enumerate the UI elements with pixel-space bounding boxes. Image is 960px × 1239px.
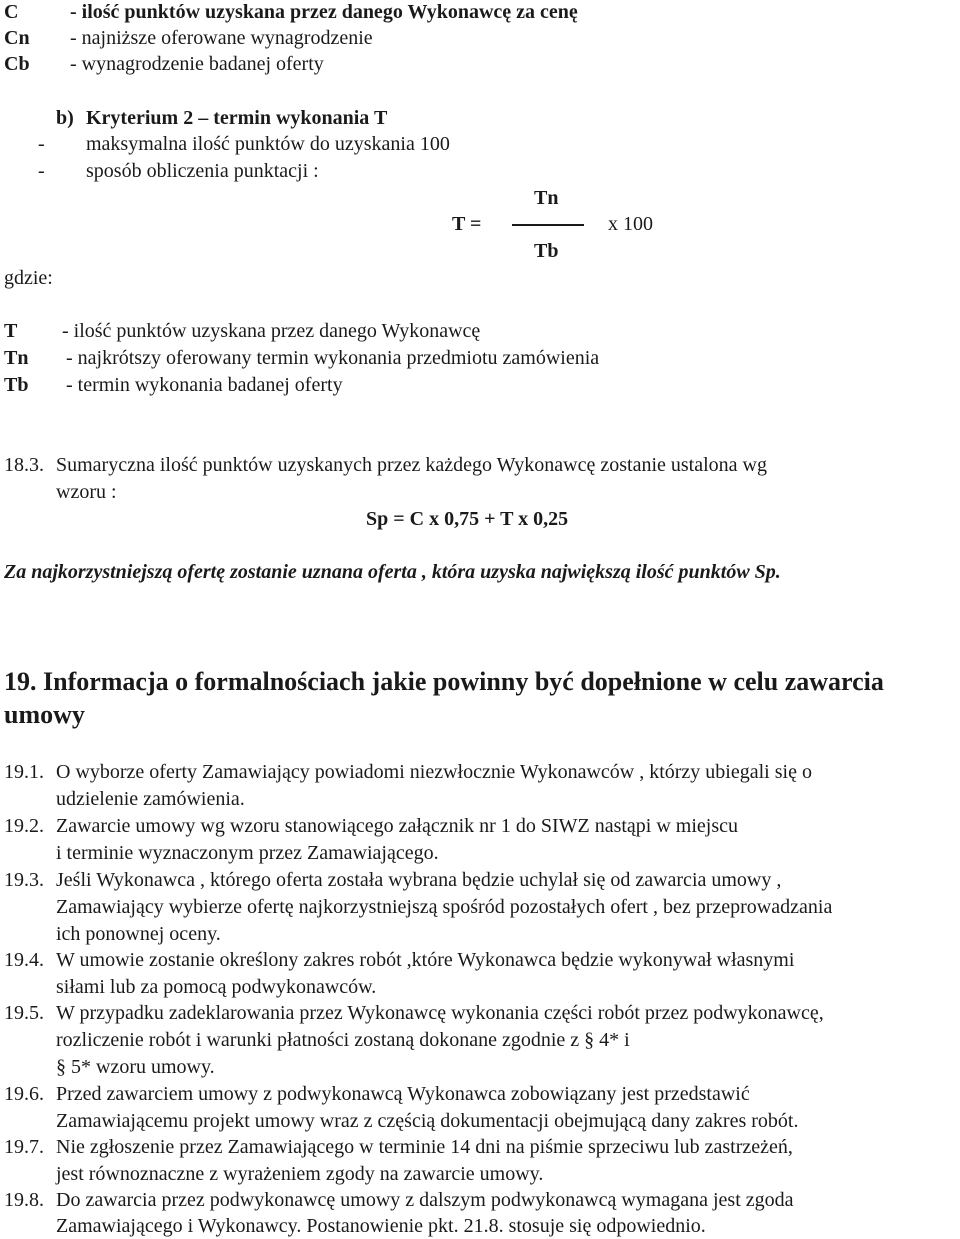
def-description: - najkrótszy oferowany termin wykonania przedmiotu zamówienia [66, 347, 600, 369]
def-symbol: C [4, 1, 19, 23]
sum-formula: Sp = C x 0,75 + T x 0,25 [366, 508, 569, 530]
item-number: 19.7. [4, 1136, 44, 1158]
item-text: ich ponownej oceny. [56, 923, 221, 945]
criterion-heading: Kryterium 2 – termin wykonania T [86, 107, 388, 129]
item-text: § 5* wzoru umowy. [56, 1056, 215, 1078]
item-text: siłami lub za pomocą podwykonawców. [56, 976, 377, 998]
item-text: Zamawiającemu projekt umowy wraz z częścią dokumentacji obejmującą dany zakres robót. [56, 1110, 799, 1132]
def-description: - ilość punktów uzyskana przez danego Wykonawcę [62, 320, 481, 342]
bullet-text: maksymalna ilość punktów do uzyskania 100 [86, 133, 450, 155]
formula-numerator: Tn [534, 187, 559, 209]
section-heading-cont: umowy [4, 700, 85, 729]
def-symbol: Tn [4, 347, 29, 369]
formula-lhs: T = [452, 213, 482, 235]
formula-denominator: Tb [534, 240, 559, 262]
item-text: Jeśli Wykonawca , którego oferta została wybrana będzie uchylał się od zawarcia umowy , [56, 869, 782, 891]
item-number: 19.3. [4, 869, 44, 891]
item-text: i terminie wyznaczonym przez Zamawiającego. [56, 842, 439, 864]
gdzie-label: gdzie: [4, 267, 53, 289]
item-text: udzielenie zamówienia. [56, 788, 245, 810]
item-number: 19.1. [4, 761, 44, 783]
def-symbol: Cb [4, 53, 30, 75]
def-description: - wynagrodzenie badanej oferty [70, 53, 324, 75]
section-text-cont: wzoru : [56, 481, 117, 503]
def-symbol: Cn [4, 27, 30, 49]
section-number: 18.3. [4, 454, 44, 476]
bullet-dash: - [38, 133, 45, 155]
item-text: Zamawiającego i Wykonawcy. Postanowienie pkt. 21.8. stosuje się odpowiednio. [56, 1215, 706, 1237]
section-text: Sumaryczna ilość punktów uzyskanych przez każdego Wykonawcę zostanie ustalona wg [56, 454, 767, 476]
item-text: W przypadku zadeklarowania przez Wykonawcę wykonania części robót przez podwykonawcę, [56, 1002, 824, 1024]
def-description: - termin wykonania badanej oferty [66, 374, 343, 396]
formula-multiplier: x 100 [608, 213, 653, 235]
def-description: - najniższe oferowane wynagrodzenie [70, 27, 373, 49]
item-text: Zamawiający wybierze ofertę najkorzystniejszą spośród pozostałych ofert , bez przeprowadzania [56, 896, 833, 918]
best-offer-note: Za najkorzystniejszą ofertę zostanie uznana oferta , która uzyska największą ilość punktów Sp. [4, 561, 781, 583]
item-text: O wyborze oferty Zamawiający powiadomi niezwłocznie Wykonawców , którzy ubiegali się o [56, 761, 812, 783]
item-text: rozliczenie robót i warunki płatności zostaną dokonane zgodnie z § 4* i [56, 1029, 630, 1051]
item-number: 19.2. [4, 815, 44, 837]
section-heading: 19. Informacja o formalnościach jakie powinny być dopełnione w celu zawarcia [4, 667, 884, 696]
item-number: 19.4. [4, 949, 44, 971]
def-symbol: Tb [4, 374, 29, 396]
item-text: Do zawarcia przez podwykonawcę umowy z dalszym podwykonawcą wymagana jest zgoda [56, 1189, 794, 1211]
item-text: Przed zawarciem umowy z podwykonawcą Wykonawca zobowiązany jest przedstawić [56, 1083, 750, 1105]
item-text: W umowie zostanie określony zakres robót ,które Wykonawca będzie wykonywał własnymi [56, 949, 795, 971]
bullet-dash: - [38, 160, 45, 182]
item-text: Nie zgłoszenie przez Zamawiającego w terminie 14 dni na piśmie sprzeciwu lub zastrzeżeń, [56, 1136, 793, 1158]
item-text: Zawarcie umowy wg wzoru stanowiącego załącznik nr 1 do SIWZ nastąpi w miejscu [56, 815, 738, 837]
item-number: 19.8. [4, 1189, 44, 1211]
def-symbol: T [4, 320, 18, 342]
fraction-bar [512, 224, 584, 226]
criterion-prefix: b) [56, 107, 74, 129]
def-description: - ilość punktów uzyskana przez danego Wykonawcę za cenę [70, 1, 578, 23]
item-text: jest równoznaczne z wyrażeniem zgody na zawarcie umowy. [56, 1163, 544, 1185]
bullet-text: sposób obliczenia punktacji : [86, 160, 319, 182]
item-number: 19.6. [4, 1083, 44, 1105]
item-number: 19.5. [4, 1002, 44, 1024]
